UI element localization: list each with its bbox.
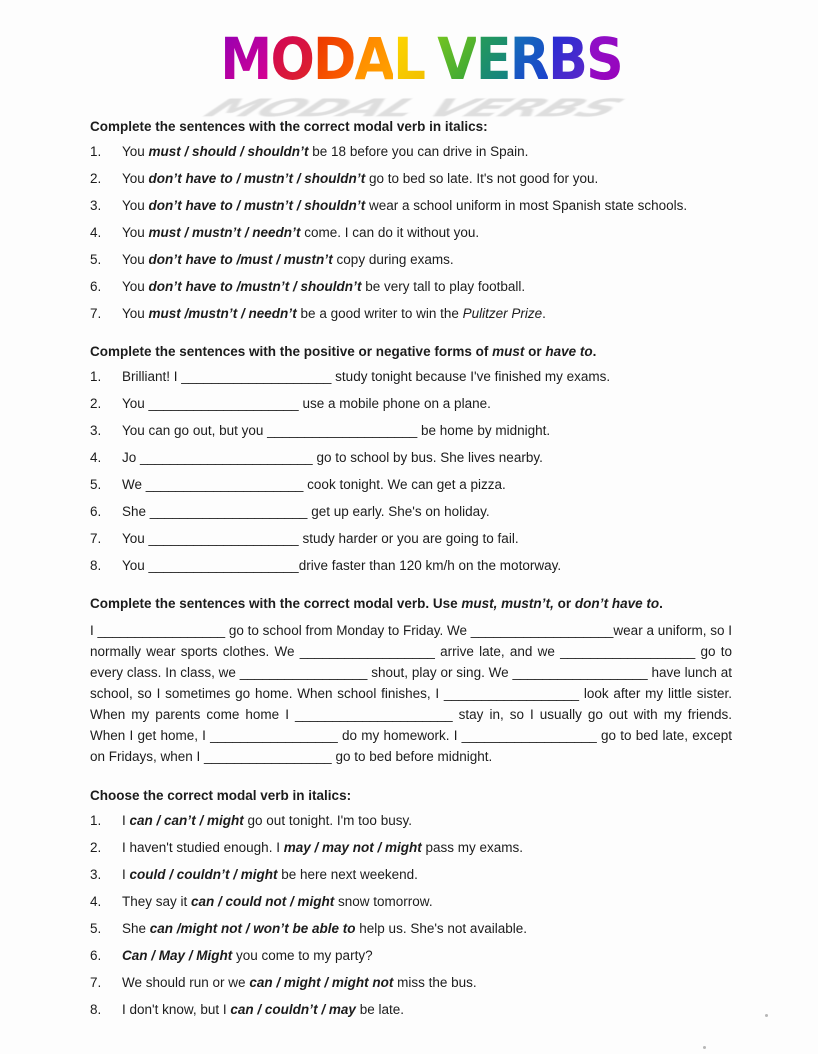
text-run: You ____________________ study harder or you are going to fail.: [122, 531, 519, 546]
item-text: [122, 368, 732, 386]
item-number: 7.: [90, 306, 102, 321]
text-run: She _____________________ get up early. She's on holiday.: [122, 504, 490, 519]
text-run: You: [122, 279, 149, 294]
item-text: [122, 947, 732, 965]
text-run: .: [659, 596, 663, 611]
list-item: [90, 395, 732, 413]
text-run: You: [122, 306, 149, 321]
text-run: must / mustn’t / needn’t: [148, 225, 301, 240]
text-run: Complete the sentences with the positive or negative forms of: [90, 344, 493, 359]
list-item: [90, 476, 732, 494]
item-text: [122, 974, 732, 992]
title-letter-s: S: [585, 25, 622, 93]
title-letter-v: V: [437, 25, 476, 93]
text-run: Complete the sentences with the correct modal verb in italics:: [90, 119, 488, 134]
item-number: 1.: [90, 369, 102, 384]
section-2: [90, 343, 732, 575]
list-item: [90, 866, 732, 884]
item-text: [122, 305, 732, 323]
list-item: [90, 530, 732, 548]
title-letter-a: A: [354, 25, 394, 93]
item-text: [122, 170, 732, 188]
text-run: copy during exams.: [332, 252, 454, 267]
item-number: 2.: [90, 396, 102, 411]
list-item: [90, 224, 732, 242]
section-header: [90, 343, 732, 361]
text-run: You: [122, 225, 149, 240]
item-text: [122, 422, 732, 440]
title-letter-b: B: [547, 25, 586, 93]
list-item: [90, 197, 732, 215]
text-run: We should run or we: [122, 975, 250, 990]
text-run: don’t have to: [574, 596, 660, 611]
title-shadow: MODAL VERBS: [189, 93, 638, 123]
text-run: Pulitzer Prize: [462, 306, 543, 321]
text-run: go to bed so late. It's not good for you.: [365, 171, 599, 186]
title-letter-l: L: [393, 25, 425, 93]
list-item: [90, 839, 732, 857]
item-text: [122, 1001, 732, 1019]
title-letter-d: D: [312, 25, 355, 93]
list-item: [90, 278, 732, 296]
item-text: [122, 197, 732, 215]
text-run: Brilliant! I ____________________ study tonight because I've finished my exams.: [122, 369, 611, 384]
text-run: don’t have to / mustn’t / shouldn’t: [148, 198, 366, 213]
scan-speck: [765, 1014, 768, 1017]
title-letter-e: E: [475, 25, 510, 93]
item-text: [122, 503, 732, 521]
text-run: We _____________________ cook tonight. We can get a pizza.: [122, 477, 506, 492]
item-number: 6.: [90, 948, 102, 963]
item-number: 5.: [90, 477, 102, 492]
item-number: 3.: [90, 867, 102, 882]
list-item: [90, 503, 732, 521]
item-number: 4.: [90, 450, 102, 465]
text-run: They say it: [122, 894, 192, 909]
text-run: can / could not / might: [191, 894, 335, 909]
section-1: [90, 118, 732, 323]
text-run: could / couldn’t / might: [129, 867, 278, 882]
list-item: [90, 893, 732, 911]
item-text: [122, 812, 732, 830]
title-letter-m: M: [220, 25, 271, 93]
item-text: [122, 449, 732, 467]
text-run: You: [122, 198, 149, 213]
item-text: [122, 395, 732, 413]
text-run: Choose the correct modal verb in italics:: [90, 788, 352, 803]
text-run: .: [592, 344, 597, 359]
text-run: I: [122, 867, 130, 882]
text-run: Jo _______________________ go to school by bus. She lives nearby.: [122, 450, 543, 465]
text-run: have to: [545, 344, 593, 359]
title-space: [425, 30, 438, 88]
text-run: can / can’t / might: [129, 813, 244, 828]
item-number: 5.: [90, 252, 102, 267]
item-text: [122, 476, 732, 494]
text-run: I haven't studied enough. I: [122, 840, 284, 855]
list-item: [90, 1001, 732, 1019]
item-text: [122, 143, 732, 161]
text-run: must /mustn’t / needn’t: [148, 306, 297, 321]
list-item: [90, 368, 732, 386]
scan-speck: [703, 1046, 706, 1049]
item-number: 5.: [90, 921, 102, 936]
item-number: 3.: [90, 423, 102, 438]
text-run: be a good writer to win the: [296, 306, 463, 321]
item-number: 8.: [90, 558, 102, 573]
list-item: [90, 170, 732, 188]
text-run: must, mustn’t,: [461, 596, 554, 611]
text-run: She: [122, 921, 150, 936]
text-run: be late.: [355, 1002, 404, 1017]
text-run: I don't know, but I: [122, 1002, 231, 1017]
item-number: 8.: [90, 1002, 102, 1017]
item-number: 2.: [90, 171, 102, 186]
title-letter-r: R: [509, 25, 548, 93]
section-header: [90, 787, 732, 805]
worksheet-page: [0, 25, 818, 1054]
text-run: don’t have to /mustn’t / shouldn’t: [148, 279, 362, 294]
item-number: 1.: [90, 813, 102, 828]
text-run: come. I can do it without you.: [300, 225, 480, 240]
text-run: You can go out, but you ____________________ be home by midnight.: [122, 423, 551, 438]
item-number: 6.: [90, 504, 102, 519]
text-run: Complete the sentences with the correct modal verb. Use: [90, 596, 462, 611]
text-run: wear a school uniform in most Spanish state schools.: [365, 198, 688, 213]
title: [0, 25, 818, 123]
list-item: [90, 947, 732, 965]
list-item: [90, 974, 732, 992]
text-run: Can / May / Might: [122, 948, 233, 963]
list-item: [90, 449, 732, 467]
text-run: snow tomorrow.: [334, 894, 433, 909]
text-run: You ____________________ use a mobile phone on a plane.: [122, 396, 491, 411]
gap-fill-paragraph: I _________________ go to school from Monday to Friday. We ___________________wear a uniform, so I normally wear sports clothes. We __________________ arrive late, and we __________________ go to every class. In class, we _________________ shout, play or sing. We __________________ have lunch at school, so I sometimes go home. When school finishes, I __________________ look after my little sister. When my parents come home I _____________________ stay in, so I usually go out with my friends. When I get home, I _________________ do my homework. I __________________ go to bed late, except on Fridays, when I _________________ go to bed before midnight.: [90, 623, 732, 764]
text-run: You: [122, 252, 149, 267]
item-text: [122, 557, 732, 575]
list-item: [90, 251, 732, 269]
list-item: [90, 557, 732, 575]
item-text: [122, 224, 732, 242]
text-run: must / should / shouldn’t: [148, 144, 309, 159]
text-run: can / might / might not: [249, 975, 394, 990]
text-run: may / may not / might: [283, 840, 422, 855]
text-run: You: [122, 144, 149, 159]
text-run: or: [553, 596, 575, 611]
text-run: You: [122, 171, 149, 186]
title-letters: [220, 25, 622, 93]
text-run: must: [492, 344, 525, 359]
text-run: miss the bus.: [393, 975, 477, 990]
text-run: You ____________________drive faster than 120 km/h on the motorway.: [122, 558, 562, 573]
text-run: don’t have to /must / mustn’t: [148, 252, 333, 267]
item-number: 3.: [90, 198, 102, 213]
text-run: you come to my party?: [232, 948, 373, 963]
item-text: [122, 839, 732, 857]
text-run: pass my exams.: [421, 840, 524, 855]
text-run: can / couldn’t / may: [230, 1002, 356, 1017]
section-3: [90, 595, 732, 767]
title-letter-o: O: [270, 25, 313, 93]
text-run: .: [542, 306, 546, 321]
item-number: 7.: [90, 975, 102, 990]
list-item: [90, 143, 732, 161]
section-4: [90, 787, 732, 1019]
section-header: [90, 595, 732, 613]
item-number: 7.: [90, 531, 102, 546]
item-number: 1.: [90, 144, 102, 159]
text-run: or: [524, 344, 546, 359]
item-number: 2.: [90, 840, 102, 855]
list-item: [90, 812, 732, 830]
text-run: be here next weekend.: [277, 867, 418, 882]
sections-container: [90, 118, 732, 1019]
item-text: [122, 251, 732, 269]
item-text: [122, 893, 732, 911]
text-run: be 18 before you can drive in Spain.: [308, 144, 529, 159]
item-number: 4.: [90, 225, 102, 240]
list-item: [90, 920, 732, 938]
text-run: I: [122, 813, 130, 828]
text-run: be very tall to play football.: [361, 279, 526, 294]
text-run: can /might not / won’t be able to: [149, 921, 356, 936]
item-number: 4.: [90, 894, 102, 909]
item-text: [122, 866, 732, 884]
text-run: don’t have to / mustn’t / shouldn’t: [148, 171, 366, 186]
section-header: [90, 118, 732, 136]
item-number: 6.: [90, 279, 102, 294]
item-text: [122, 530, 732, 548]
text-run: help us. She's not available.: [355, 921, 527, 936]
list-item: [90, 422, 732, 440]
list-item: [90, 305, 732, 323]
text-run: go out tonight. I'm too busy.: [243, 813, 412, 828]
item-text: [122, 278, 732, 296]
item-text: [122, 920, 732, 938]
